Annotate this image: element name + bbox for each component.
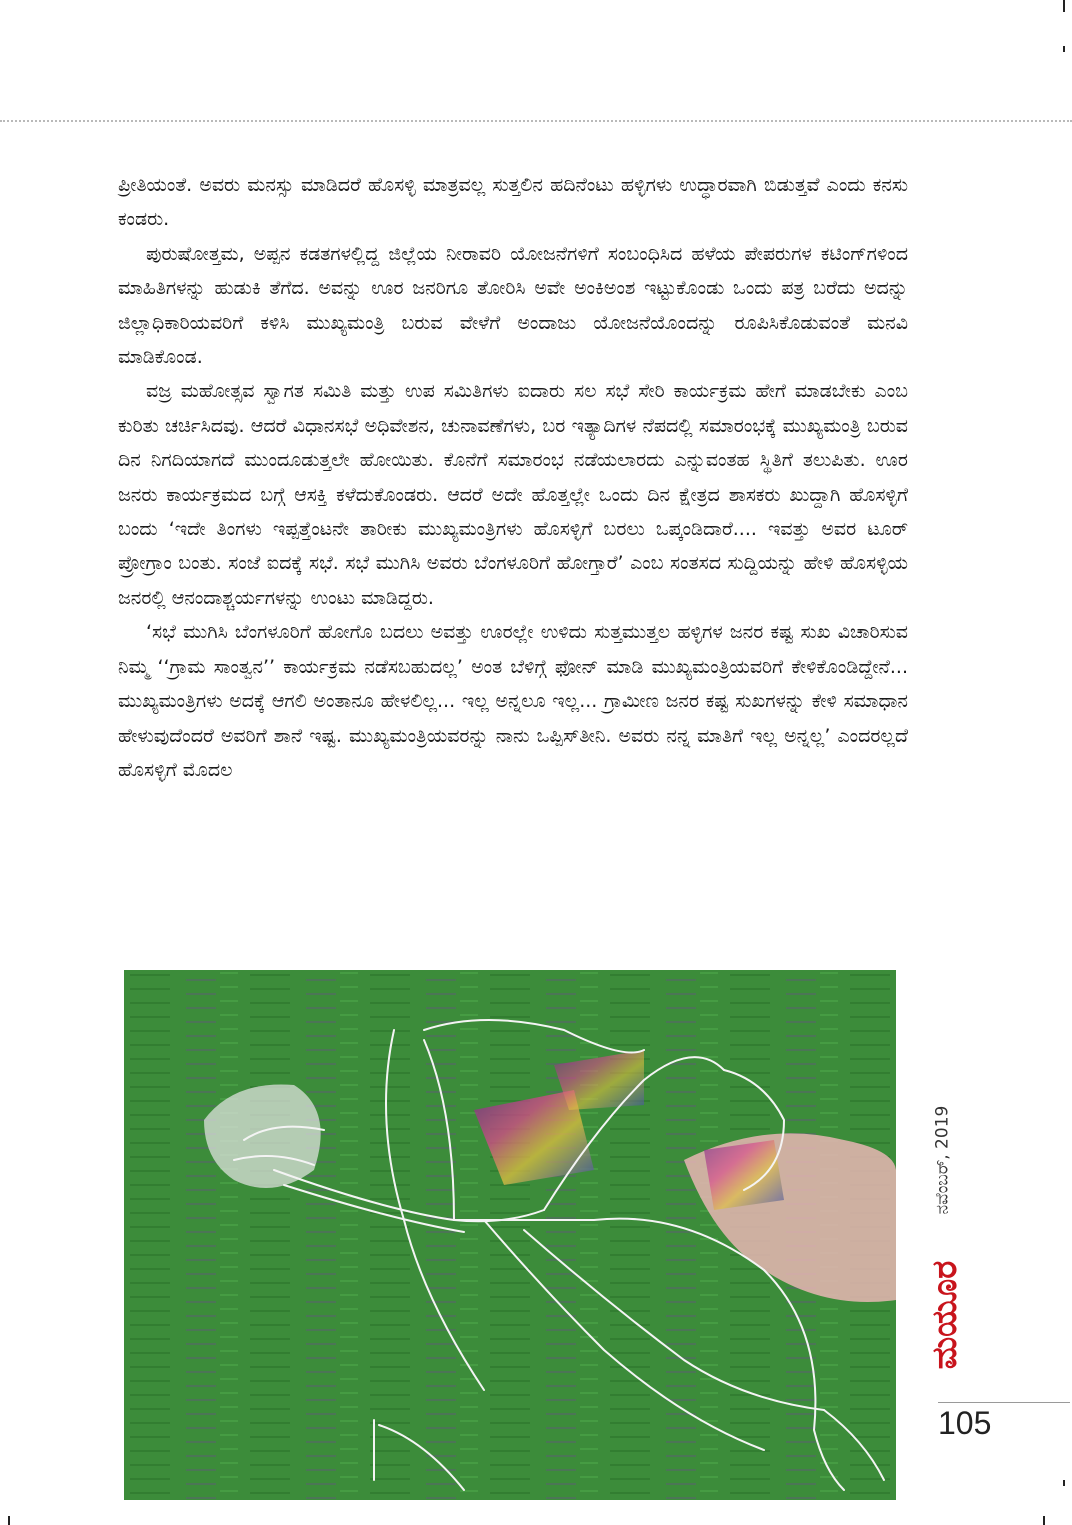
paragraph: ಪುರುಷೋತ್ತಮ, ಅಪ್ಪನ ಕಡತಗಳಲ್ಲಿದ್ದ ಜಿಲ್ಲೆಯ ನೀರಾವರಿ ಯೋಜನೆಗಳಿಗೆ ಸಂಬಂಧಿಸಿದ ಹಳೆಯ ಪೇಪರುಗಳ ಕಟಿಂಗ್‌ಗಳಿಂದ ಮಾಹಿತಿಗಳನ್ನು ಹುಡುಕಿ ತೆಗೆದ. ಅವನ್ನು ಊರ ಜನರಿಗೂ ತೋರಿಸಿ ಅವೇ ಅಂಕಿಅಂಶ ಇಟ್ಟುಕೊಂಡು ಒಂದು ಪತ್ರ ಬರೆದು ಅದನ್ನು ಜಿಲ್ಲಾಧಿಕಾರಿಯವರಿಗೆ ಕಳಿಸಿ ಮುಖ್ಯಮಂತ್ರಿ ಬರುವ ವೇಳೆಗೆ ಅಂದಾಜು ಯೋಜನೆಯೊಂದನ್ನು ರೂಪಿಸಿಕೊಡುವಂತೆ ಮನವಿ ಮಾಡಿಕೊಂಡ.: [118, 242, 908, 369]
paragraph: ಪ್ರೀತಿಯಂತೆ. ಅವರು ಮನಸ್ಸು ಮಾಡಿದರೆ ಹೊಸಳ್ಳಿ ಮಾತ್ರವಲ್ಲ ಸುತ್ತಲಿನ ಹದಿನೆಂಟು ಹಳ್ಳಿಗಳು ಉದ್ಧಾರವಾಗಿ ಬಿಡುತ್ತವೆ ಎಂದು ಕನಸು ಕಂಡರು.: [118, 174, 908, 231]
paragraph: ‘ಸಭೆ ಮುಗಿಸಿ ಬೆಂಗಳೂರಿಗೆ ಹೋಗೊ ಬದಲು ಅವತ್ತು ಊರಲ್ಲೇ ಉಳಿದು ಸುತ್ತಮುತ್ತಲ ಹಳ್ಳಿಗಳ ಜನರ ಕಷ್ಟ ಸುಖ ವಿಚಾರಿಸುವ ನಿಮ್ಮ ‘‘ಗ್ರಾಮ ಸಾಂತ್ವನ’’ ಕಾರ್ಯಕ್ರಮ ನಡೆಸಬಹುದಲ್ಲ’ ಅಂತ ಬೆಳಿಗ್ಗೆ ಫೋನ್ ಮಾಡಿ ಮುಖ್ಯಮಂತ್ರಿಯವರಿಗೆ ಕೇಳಿಕೊಂಡಿದ್ದೇನೆ... ಮುಖ್ಯಮಂತ್ರಿಗಳು ಅದಕ್ಕೆ ಆಗಲಿ ಅಂತಾನೂ ಹೇಳಲಿಲ್ಲ... ಇಲ್ಲ ಅನ್ನಲೂ ಇಲ್ಲ... ಗ್ರಾಮೀಣ ಜನರ ಕಷ್ಟ ಸುಖಗಳನ್ನು ಕೇಳಿ ಸಮಾಧಾನ ಹೇಳುವುದೆಂದರೆ ಅವರಿಗೆ ಶಾನೆ ಇಷ್ಟ. ಮುಖ್ಯಮಂತ್ರಿಯವರನ್ನು ನಾನು ಒಪ್ಪಿಸ್‌ತೀನಿ. ಅವರು ನನ್ನ ಮಾತಿಗೆ ಇಲ್ಲ ಅನ್ನಲ್ಲ’ ಎಂದರಲ್ಲದೆ ಹೊಸಳ್ಳಿಗೆ ಮೊದಲ: [118, 621, 908, 781]
crop-mark-bottom-right-dash: [1063, 1480, 1065, 1486]
page-number: 105: [938, 1405, 992, 1441]
paragraph: ವಜ್ರ ಮಹೋತ್ಸವ ಸ್ವಾಗತ ಸಮಿತಿ ಮತ್ತು ಉಪ ಸಮಿತಿಗಳು ಐದಾರು ಸಲ ಸಭೆ ಸೇರಿ ಕಾರ್ಯಕ್ರಮ ಹೇಗೆ ಮಾಡಬೇಕು ಎಂಬ ಕುರಿತು ಚರ್ಚಿಸಿದವು. ಆದರೆ ವಿಧಾನಸಭೆ ಅಧಿವೇಶನ, ಚುನಾವಣೆಗಳು, ಬರ ಇತ್ಯಾದಿಗಳ ನೆಪದಲ್ಲಿ ಸಮಾರಂಭಕ್ಕೆ ಮುಖ್ಯಮಂತ್ರಿ ಬರುವ ದಿನ ನಿಗದಿಯಾಗದೆ ಮುಂದೂಡುತ್ತಲೇ ಹೋಯಿತು. ಕೊನೆಗೆ ಸಮಾರಂಭ ನಡೆಯಲಾರದು ಎನ್ನುವಂತಹ ಸ್ಥಿತಿಗೆ ತಲುಪಿತು. ಊರ ಜನರು ಕಾರ್ಯಕ್ರಮದ ಬಗ್ಗೆ ಆಸಕ್ತಿ ಕಳೆದುಕೊಂಡರು. ಆದರೆ ಅದೇ ಹೊತ್ತಲ್ಲೇ ಒಂದು ದಿನ ಕ್ಷೇತ್ರದ ಶಾಸಕರು ಖುದ್ದಾಗಿ ಹೊಸಳ್ಳಿಗೆ ಬಂದು ‘ಇದೇ ತಿಂಗಳು ಇಪ್ಪತ್ತೆಂಟನೇ ತಾರೀಕು ಮುಖ್ಯಮಂತ್ರಿಗಳು ಹೊಸಳ್ಳಿಗೆ ಬರಲು ಒಪ್ಕಂಡಿದಾರೆ.... ಇವತ್ತು ಅವರ ಟೂರ್ ಪ್ರೋಗ್ರಾಂ ಬಂತು. ಸಂಜೆ ಐದಕ್ಕೆ ಸಭೆ. ಸಭೆ ಮುಗಿಸಿ ಅವರು ಬೆಂಗಳೂರಿಗೆ ಹೋಗ್ತಾರೆ’ ಎಂಬ ಸಂತಸದ ಸುದ್ದಿಯನ್ನು ಹೇಳಿ ಹೊಸಳ್ಳಿಯ ಜನರಲ್ಲಿ ಆನಂದಾಶ್ಚರ್ಯಗಳನ್ನು ಉಂಟು ಮಾಡಿದ್ದರು.: [118, 380, 908, 609]
issue-date-text: ನವೆಂಬರ್, 2019: [932, 1105, 953, 1215]
masthead-logo-text: ಮಯೂರ: [925, 1260, 965, 1370]
crop-mark-bottom-left: [8, 1516, 10, 1525]
crop-mark-bottom-right: [1043, 1516, 1045, 1525]
story-illustration: [124, 970, 896, 1500]
issue-date: [923, 1085, 961, 1235]
crop-mark-top-right-dash: [1063, 46, 1065, 52]
article-body: [118, 168, 908, 787]
magazine-masthead: [918, 1240, 972, 1390]
header-dotted-rule: [0, 120, 1072, 122]
page-number-rule: [938, 1402, 1070, 1403]
crop-mark-top-right: [1063, 0, 1065, 12]
line-art-reclining-figure-icon: [124, 970, 896, 1500]
